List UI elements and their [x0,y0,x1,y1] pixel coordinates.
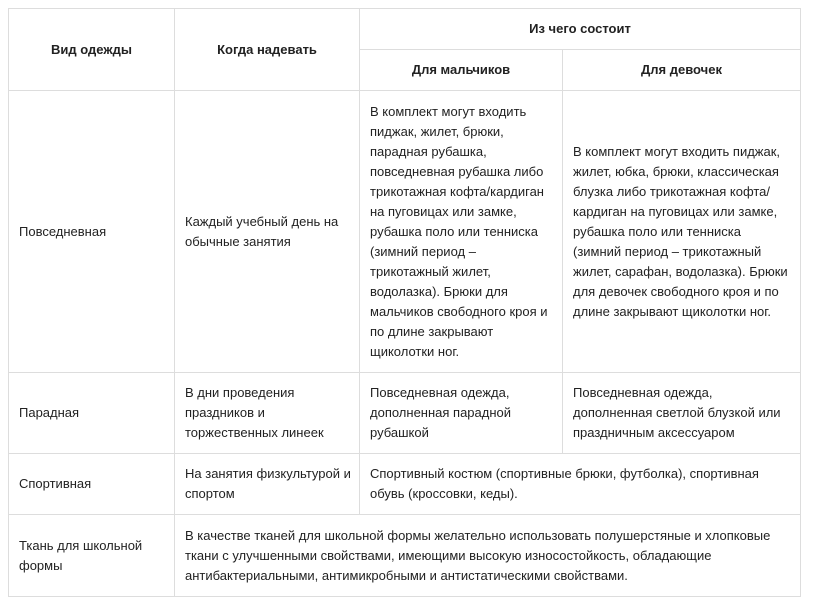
cell-type: Ткань для школьной формы [9,515,175,597]
cell-boys: Повседневная одежда, дополненная парадной рубашкой [360,373,563,454]
cell-type: Повседневная [9,91,175,373]
table-row [9,454,801,515]
cell-boys: В комплект могут входить пиджак, жилет, брюки, парадная рубашка, повседневная рубашка либо трикотажная кофта/кардиган на пуговицах или замке, рубашка поло или тенниска (зимний период – трикотажный жилет, водолазка). Брюки для мальчиков свободного кроя и по длине закрывают щиколотки ног. [360,91,563,373]
table-row [9,515,801,597]
cell-type: Парадная [9,373,175,454]
header-composition: Из чего состоит [360,9,801,50]
header-clothing-type: Вид одежды [9,9,175,91]
cell-girls: Повседневная одежда, дополненная светлой блузкой или праздничным аксессуаром [563,373,801,454]
cell-type: Спортивная [9,454,175,515]
cell-when: В дни проведения праздников и торжественных линеек [175,373,360,454]
cell-composition: Спортивный костюм (спортивные брюки, футболка), спортивная обувь (кроссовки, кеды). [360,454,801,515]
table-row [9,91,801,373]
cell-when: На занятия физкультурой и спортом [175,454,360,515]
table-header-row [9,9,801,50]
header-when-to-wear: Когда надевать [175,9,360,91]
header-for-girls: Для девочек [563,50,801,91]
school-uniform-table [8,8,801,597]
cell-girls: В комплект могут входить пиджак, жилет, юбка, брюки, классическая блузка либо трикотажная кофта/кардиган на пуговицах или замке, рубашка поло или тенниска (зимний период – трикотажный жилет, сарафан, водолазка). Брюки для девочек свободного кроя и по длине закрывают щиколотки ног. [563,91,801,373]
cell-fabric-description: В качестве тканей для школьной формы желательно использовать полушерстяные и хлопковые ткани с улучшенными свойствами, имеющими высокую износостойкость, обладающие антибактериальными, антимикробными и антистатическими свойствами. [175,515,801,597]
header-for-boys: Для мальчиков [360,50,563,91]
table-row [9,373,801,454]
cell-when: Каждый учебный день на обычные занятия [175,91,360,373]
